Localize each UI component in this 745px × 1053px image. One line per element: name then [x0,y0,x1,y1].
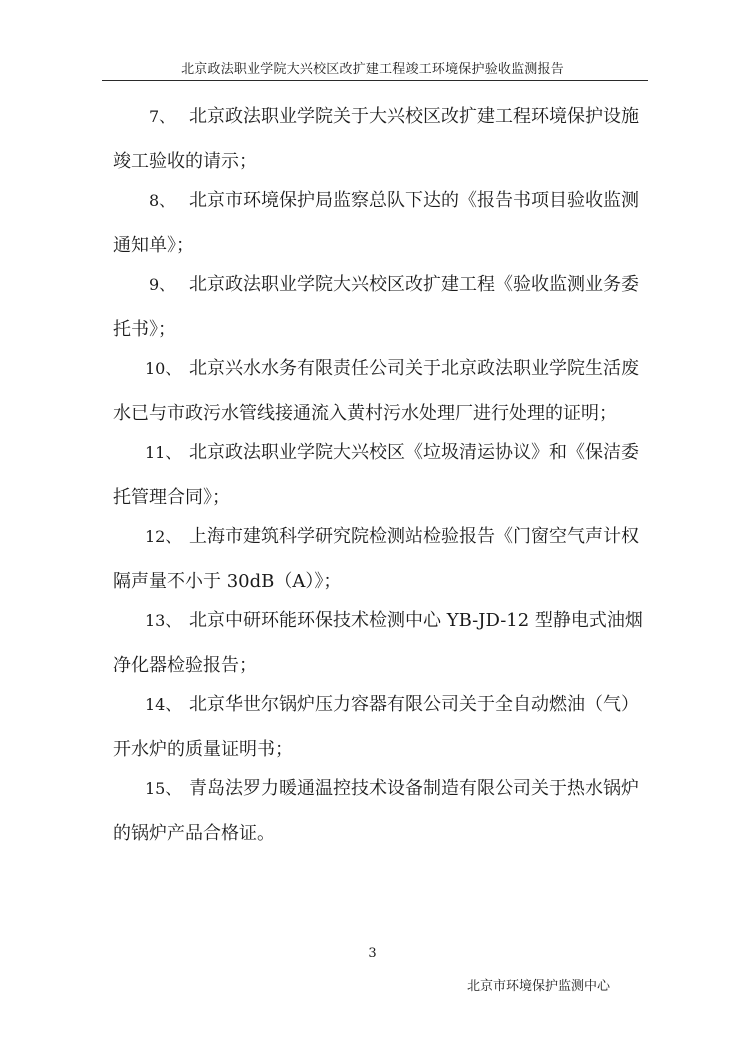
header-divider [102,80,648,81]
item-text-line1: 青岛法罗力暖通温控技术设备制造有限公司关于热水锅炉 [189,778,639,799]
list-item [113,346,648,436]
list-item [113,94,648,184]
page-number: 3 [368,946,377,961]
item-number: 12、 [145,527,182,546]
list-item [113,178,648,268]
list-item [113,514,648,604]
item-text-line1: 北京政法职业学院大兴校区改扩建工程《验收监测业务委 [189,274,639,295]
item-text-line2: 开水炉的质量证明书； [113,739,293,760]
item-text-line1: 北京市环境保护局监察总队下达的《报告书项目验收监测 [189,190,639,211]
item-text-line1: 北京中研环能环保技术检测中心 YB-JD-12 型静电式油烟 [189,610,643,631]
item-number: 8、 [149,191,176,210]
item-number: 15、 [145,779,182,798]
item-text-line1: 北京兴水水务有限责任公司关于北京政法职业学院生活废 [189,358,639,379]
item-text-line2: 水已与市政污水管线接通流入黄村污水处理厂进行处理的证明； [113,403,617,424]
item-text-line1: 北京政法职业学院大兴校区《垃圾清运协议》和《保洁委 [189,442,639,463]
item-text-line2: 的锅炉产品合格证。 [113,823,275,844]
item-number: 14、 [145,695,182,714]
item-text-line2: 隔声量不小于 30dB（A）》； [113,571,342,592]
list-item [113,430,648,520]
item-text-line2: 托书》； [113,319,176,340]
item-number: 13、 [145,611,182,630]
item-text-line2: 托管理合同》； [113,487,230,508]
list-item [113,262,648,352]
item-number: 11、 [145,443,182,462]
item-text-line1: 上海市建筑科学研究院检测站检验报告《门窗空气声计权 [189,526,639,547]
item-text-line1: 北京政法职业学院关于大兴校区改扩建工程环境保护设施 [189,106,639,127]
item-text-line1: 北京华世尔锅炉压力容器有限公司关于全自动燃油（气） [189,694,639,715]
footer-organization: 北京市环境保护监测中心 [467,979,611,994]
report-header-title: 北京政法职业学院大兴校区改扩建工程竣工环境保护验收监测报告 [181,62,564,77]
item-number: 7、 [149,107,176,126]
item-number: 10、 [145,359,182,378]
item-text-line2: 竣工验收的请示； [113,151,257,172]
list-item [113,766,648,856]
item-text-line2: 通知单》； [113,235,194,256]
item-text-line2: 净化器检验报告； [113,655,257,676]
list-item [113,682,648,772]
list-item [113,598,648,688]
item-number: 9、 [149,275,176,294]
